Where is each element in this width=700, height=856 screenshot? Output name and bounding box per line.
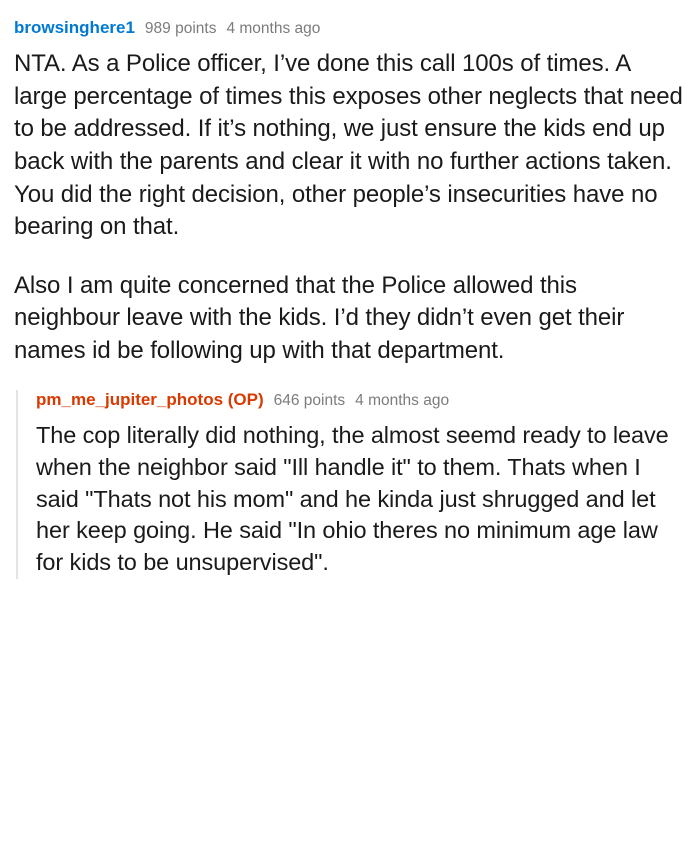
reply-author[interactable]: pm_me_jupiter_photos (OP) [36, 389, 264, 409]
top-level-comment [14, 18, 686, 579]
reply-paragraph: The cop literally did nothing, the almost seemd ready to leave when the neighbor said "Ill handle it" to them. Thats when I said "Thats not his mom" and he kinda just shrugged and let her keep going. He said "In ohio theres no minimum age law for kids to be unsupervised". [36, 421, 669, 576]
reply-timestamp: 4 months ago [355, 391, 450, 409]
reply-header [36, 390, 686, 410]
comment-score: 989 points [144, 20, 217, 37]
reply-body [36, 420, 686, 580]
comment-paragraph: Also I am quite concerned that the Police allowed this neighbour leave with the kids. I’d they didn’t even get their names id be following up with that department. [14, 271, 625, 364]
comment-paragraph: NTA. As a Police officer, I’ve done this call 100s of times. A large percentage of times this exposes other neglects that need to be addressed. If it’s nothing, we just ensure the kids end up back with the parents and clear it with no further actions taken. You did the right decision, other people’s insecurities have no bearing on that. [14, 50, 683, 241]
comment-header [14, 18, 686, 38]
reply-score: 646 points [273, 391, 346, 409]
comment-body [14, 48, 686, 368]
comment-timestamp: 4 months ago [226, 20, 321, 37]
reply-comment [16, 390, 686, 580]
comment-author[interactable]: browsinghere1 [14, 18, 135, 37]
